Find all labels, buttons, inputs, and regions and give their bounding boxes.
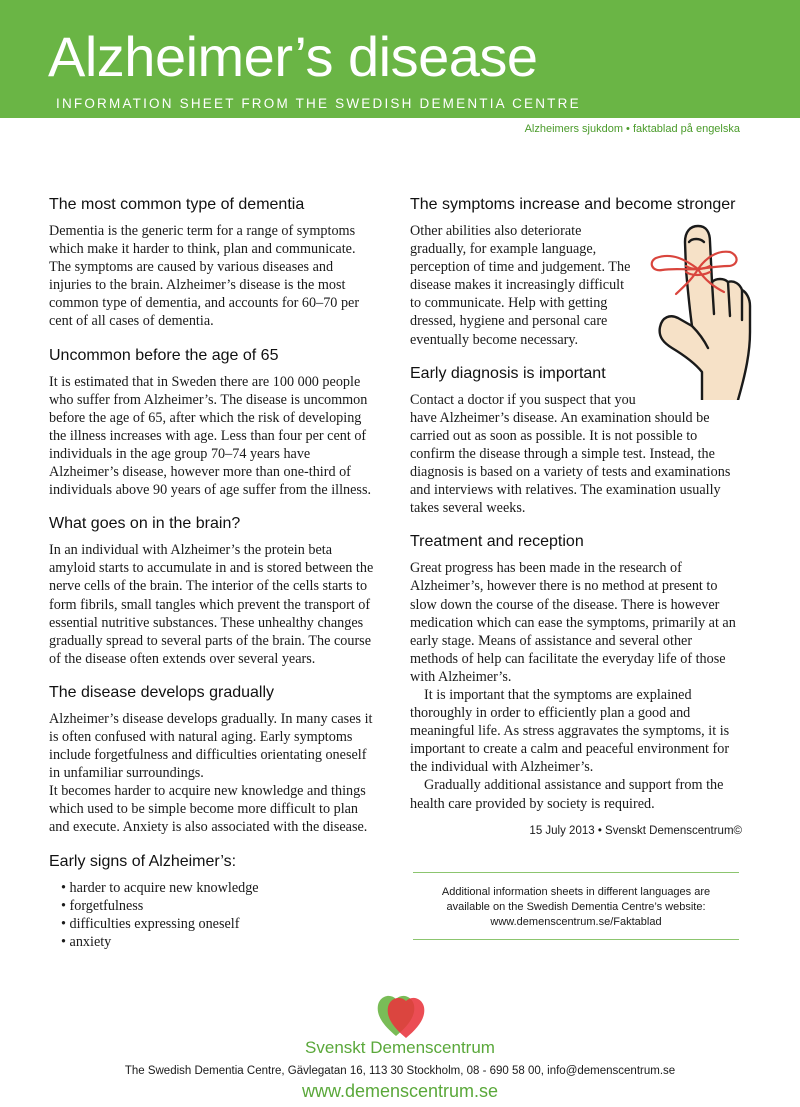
section-common-type bbox=[49, 195, 379, 331]
list-item: • harder to acquire new knowledge bbox=[61, 879, 379, 897]
signs-list bbox=[49, 879, 379, 951]
section-text: Gradually additional assistance and support from the health care provided by society is required. bbox=[410, 777, 724, 812]
section-symptoms-increase bbox=[410, 195, 742, 349]
section-text: In an individual with Alzheimer’s the protein beta amyloid starts to accumulate in and is stored between the nerve cells of the brain. The interior of the cells starts to form fibrils, small tangles which prevent the transport of essential nutritive substances. These unhealthy changes gradually spread to several parts of the brain. The course of the disease often extends over several years. bbox=[49, 542, 374, 667]
page-title: Alzheimer’s disease bbox=[48, 25, 538, 88]
finger-with-ribbon-icon bbox=[642, 222, 754, 400]
section-develops-gradually bbox=[49, 683, 379, 837]
date-line: 15 July 2013 • Svenskt Demenscentrum© bbox=[529, 824, 742, 837]
info-line: available on the Swedish Dementia Centre’s website: bbox=[446, 901, 706, 913]
section-text: Dementia is the generic term for a range of symptoms which make it harder to think, plan and communicate. The symptoms are caused by various diseases and injuries to the brain. Alzheimer’s disease is the most common type of dementia, and accounts for 60–70 per cent of all cases of dementia. bbox=[49, 223, 360, 330]
section-text: Alzheimer’s disease develops gradually. In many cases it is often confused with natural aging. Early symptoms include forgetfulness and difficulties orientating oneself in unfamiliar surroundings. bbox=[49, 710, 373, 782]
section-brain bbox=[49, 514, 379, 668]
section-heading: The symptoms increase and become stronger bbox=[410, 196, 736, 213]
section-heading: What goes on in the brain? bbox=[49, 515, 241, 533]
section-uncommon-age bbox=[49, 346, 379, 500]
section-text: Other abilities also deteriorate gradually, for example language, perception of time and judgement. The disease makes it increasingly difficult to communicate. Help with getting dressed, hygiene and personal care eventually become necessary. bbox=[410, 223, 631, 348]
section-text: It is estimated that in Sweden there are 100 000 people who suffer from Alzheimer’s. The disease is uncommon before the age of 65, after which the risk of developing the illness increases with age. Less than four per cent of individuals in the age group 70–74 years have Alzheimer’s disease, however more than one-third of individuals above 90 years of age suffer from the illness. bbox=[49, 373, 372, 499]
list-item: • anxiety bbox=[61, 933, 379, 951]
list-item: • difficulties expressing oneself bbox=[61, 915, 379, 933]
section-heading: Treatment and reception bbox=[410, 533, 584, 551]
language-line: Alzheimers sjukdom • faktablad på engelska bbox=[524, 123, 740, 135]
brand-name: Svenskt Demenscentrum bbox=[305, 1038, 495, 1057]
website-link[interactable]: www.demenscentrum.se bbox=[301, 1081, 499, 1101]
info-link[interactable]: www.demenscentrum.se/Faktablad bbox=[490, 916, 662, 928]
heart-logo-icon bbox=[374, 990, 426, 1042]
header-banner bbox=[0, 0, 800, 118]
section-text: It becomes harder to acquire new knowledge and things which used to be simple become more difficult to plan and execute. Anxiety is also associated with the disease. bbox=[49, 783, 368, 836]
page-subtitle: INFORMATION SHEET FROM THE SWEDISH DEMENTIA CENTRE bbox=[56, 96, 581, 111]
section-early-signs bbox=[49, 852, 379, 951]
section-text: Great progress has been made in the research of Alzheimer’s, however there is no method at present to slow down the course of the disease. There is however medication which can ease the symptoms, primarily at an early stage. Means of assistance and several other methods of help can facilitate the everyday life of those with Alzheimer’s. bbox=[410, 560, 736, 685]
section-heading: The most common type of dementia bbox=[49, 196, 305, 213]
left-column bbox=[49, 195, 379, 966]
section-text: It is important that the symptoms are explained thoroughly in order to efficiently plan a good and meaningful life. As stress aggravates the symptoms, it is important to create a calm and peaceful environment for the individual with Alzheimer’s. bbox=[410, 686, 730, 776]
section-heading: Early diagnosis is important bbox=[410, 364, 606, 382]
section-heading: Early signs of Alzheimer’s: bbox=[49, 852, 237, 870]
list-item: • forgetfulness bbox=[61, 897, 379, 915]
info-line: Additional information sheets in different languages are bbox=[441, 886, 711, 898]
section-treatment bbox=[410, 532, 742, 836]
section-text: Contact a doctor if you suspect that you have Alzheimer’s disease. An examination should be carried out as soon as possible. It is not possible to confirm the disease through a simple test. Instead, the diagnosis is based on a variety of tests and examinations and interviews with relatives. The examination usually takes several weeks. bbox=[410, 391, 731, 517]
section-heading: The disease develops gradually bbox=[49, 683, 275, 701]
right-column bbox=[410, 195, 742, 852]
section-heading: Uncommon before the age of 65 bbox=[49, 346, 279, 364]
footer-address: The Swedish Dementia Centre, Gävlegatan 16, 113 30 Stockholm, 08 - 690 58 00, info@demenscentrum.se bbox=[124, 1065, 676, 1077]
info-box bbox=[413, 872, 739, 940]
